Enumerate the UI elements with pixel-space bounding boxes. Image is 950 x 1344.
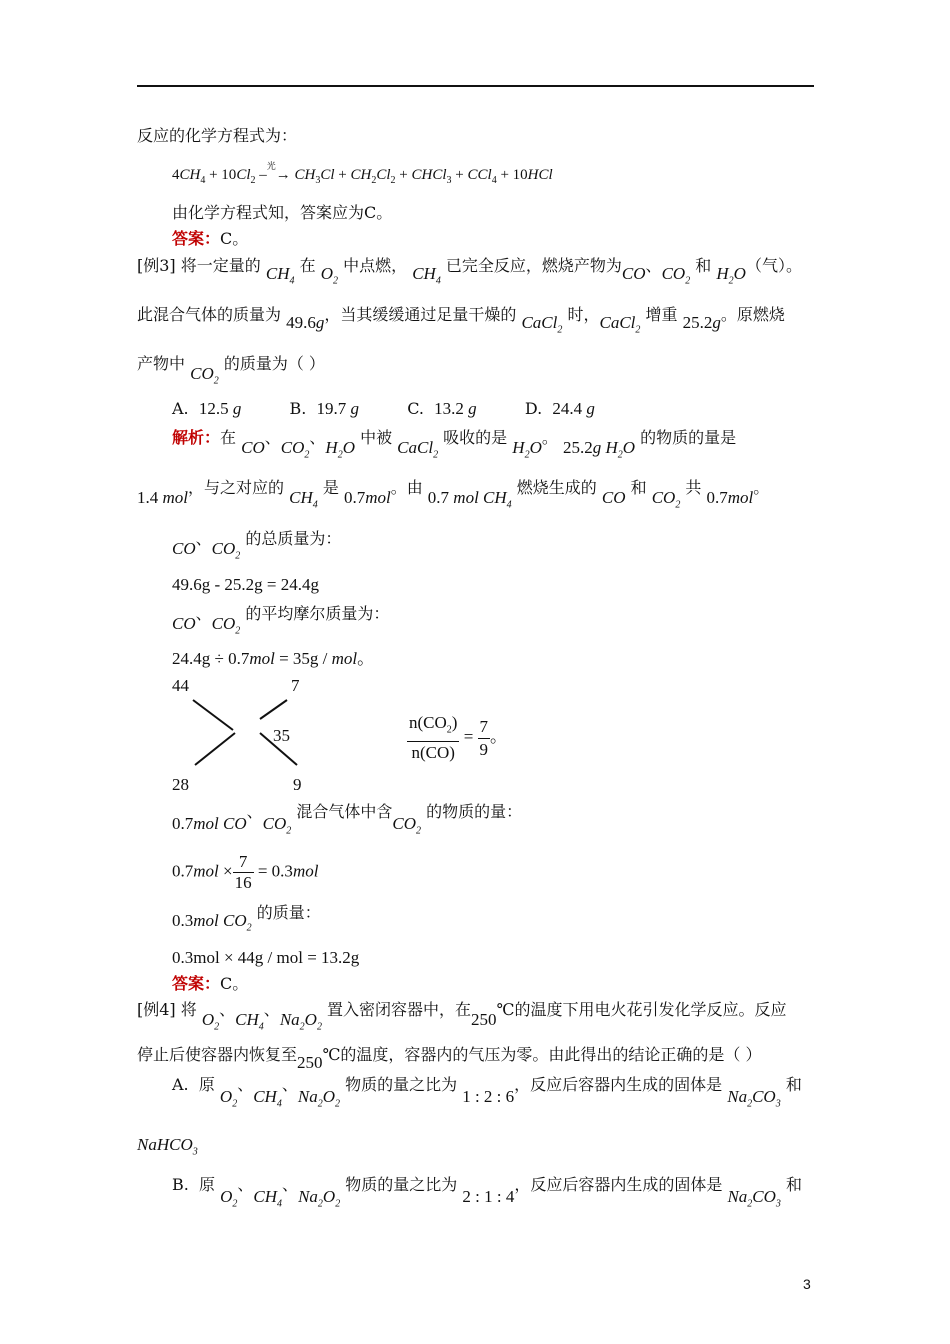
cross-top-right: 7: [291, 676, 300, 695]
mass-co2-line: 0.3mol $CO_2$ 的质量：: [172, 903, 321, 934]
ex3-options: [172, 399, 595, 419]
option-b: B. 19.7 g: [289, 399, 360, 418]
calc-mass: 0.3mol × 44g / mol = 13.2g: [172, 948, 360, 967]
analysis-line-1: 解析：在 CO、$CO_2$、$H_2O$ 中被 CaCl$_2$ 吸收的是 $H_2O$。 25.2g $H_2O$ 的物质的量是: [172, 428, 737, 461]
ex3-line-2: 此混合气体的质量为 49.6g，当其缓缓通过足量干燥的 CaCl$_2$ 时，CaCl$_2$ 增重 25.2g。原燃烧: [137, 305, 785, 336]
cross-center: 35: [273, 726, 290, 745]
calc-average: 24.4g ÷ 0.7mol = 35g / mol。: [172, 649, 375, 668]
ex4-option-a: A. 原 $O_2$、$CH_4$、$Na_2O_2$ 物质的量之比为 1 : 2 : 6，反应后容器内生成的固体是 $Na_2CO_3$ 和: [172, 1075, 802, 1110]
light-condition: 光: [266, 161, 276, 171]
ex3-line-3: 产物中 $CO_2$ 的质量为（ ）: [137, 354, 325, 387]
option-c: C. 13.2 g: [407, 399, 477, 418]
calc-mol: 0.7mol × $\frac{7}{16}$ = 0.3mol: [172, 852, 319, 892]
ex4-option-a-cont: NaHCO$_3$: [137, 1135, 198, 1158]
page-number: 3: [803, 1276, 811, 1292]
cross-top-left: 44: [172, 676, 189, 695]
calc-total: 49.6g - 25.2g = 24.4g: [172, 575, 319, 594]
ex3-line-1: [例3] 将一定量的 $CH_4$ 在 $O_2$ 中点燃， $CH_4$ 已完全反应，燃烧产物为CO、$CO_2$ 和 $H_2O$（气）。: [137, 256, 802, 287]
ex4-line-1: [例4] 将 $O_2$、$CH_4$、$Na_2O_2$ 置入密闭容器中，在250℃的温度下用电火花引发化学反应。反应: [137, 1000, 787, 1033]
analysis-avg-mass: CO、$CO_2$ 的平均摩尔质量为：: [172, 604, 390, 637]
answer-2: 答案：C。: [172, 974, 249, 993]
reaction-equation: $4CH_4 + 10Cl_2$ $-^光\to CH_3Cl + CH_2Cl_2$ + CHCl$_3$ + CCl$_4$ + 10HCl: [172, 161, 553, 186]
analysis-line-2: 1.4 mol，与之对应的 $CH_4$ 是 0.7mol。由 0.7 mol $CH_4$ 燃烧生成的 CO 和 $CO_2$ 共 0.7mol。: [137, 478, 770, 511]
intro-text: 反应的化学方程式为：: [137, 126, 298, 145]
ex4-option-b: B. 原 $O_2$、$CH_4$、$Na_2O_2$ 物质的量之比为 2 : 1 : 4，反应后容器内生成的固体是 $Na_2CO_3$ 和: [172, 1175, 803, 1210]
option-a: A. 12.5 g: [172, 399, 242, 418]
header-rule: [137, 85, 814, 87]
cross-bottom-left: 28: [172, 775, 189, 794]
option-d: D. 24.4 g: [524, 399, 595, 418]
ex4-line-2: 停止后使容器内恢复至250℃的温度，容器内的气压为零。由此得出的结论正确的是（ ）: [137, 1045, 762, 1072]
analysis-total-mass: CO、$CO_2$ 的总质量为：: [172, 529, 342, 562]
mix-line: 0.7mol CO、$CO_2$ 混合气体中含$CO_2$ 的物质的量：: [172, 802, 523, 837]
cross-bottom-right: 9: [293, 775, 302, 794]
answer-1: 答案：C。: [172, 229, 249, 248]
cross-lines: [185, 695, 305, 775]
conclusion-text: 由化学方程式知，答案应为C。: [172, 203, 393, 222]
ratio-formula: $\frac{n(CO_2)}{n(CO)}$ = $\frac{7}{9}$ 。: [409, 713, 508, 763]
